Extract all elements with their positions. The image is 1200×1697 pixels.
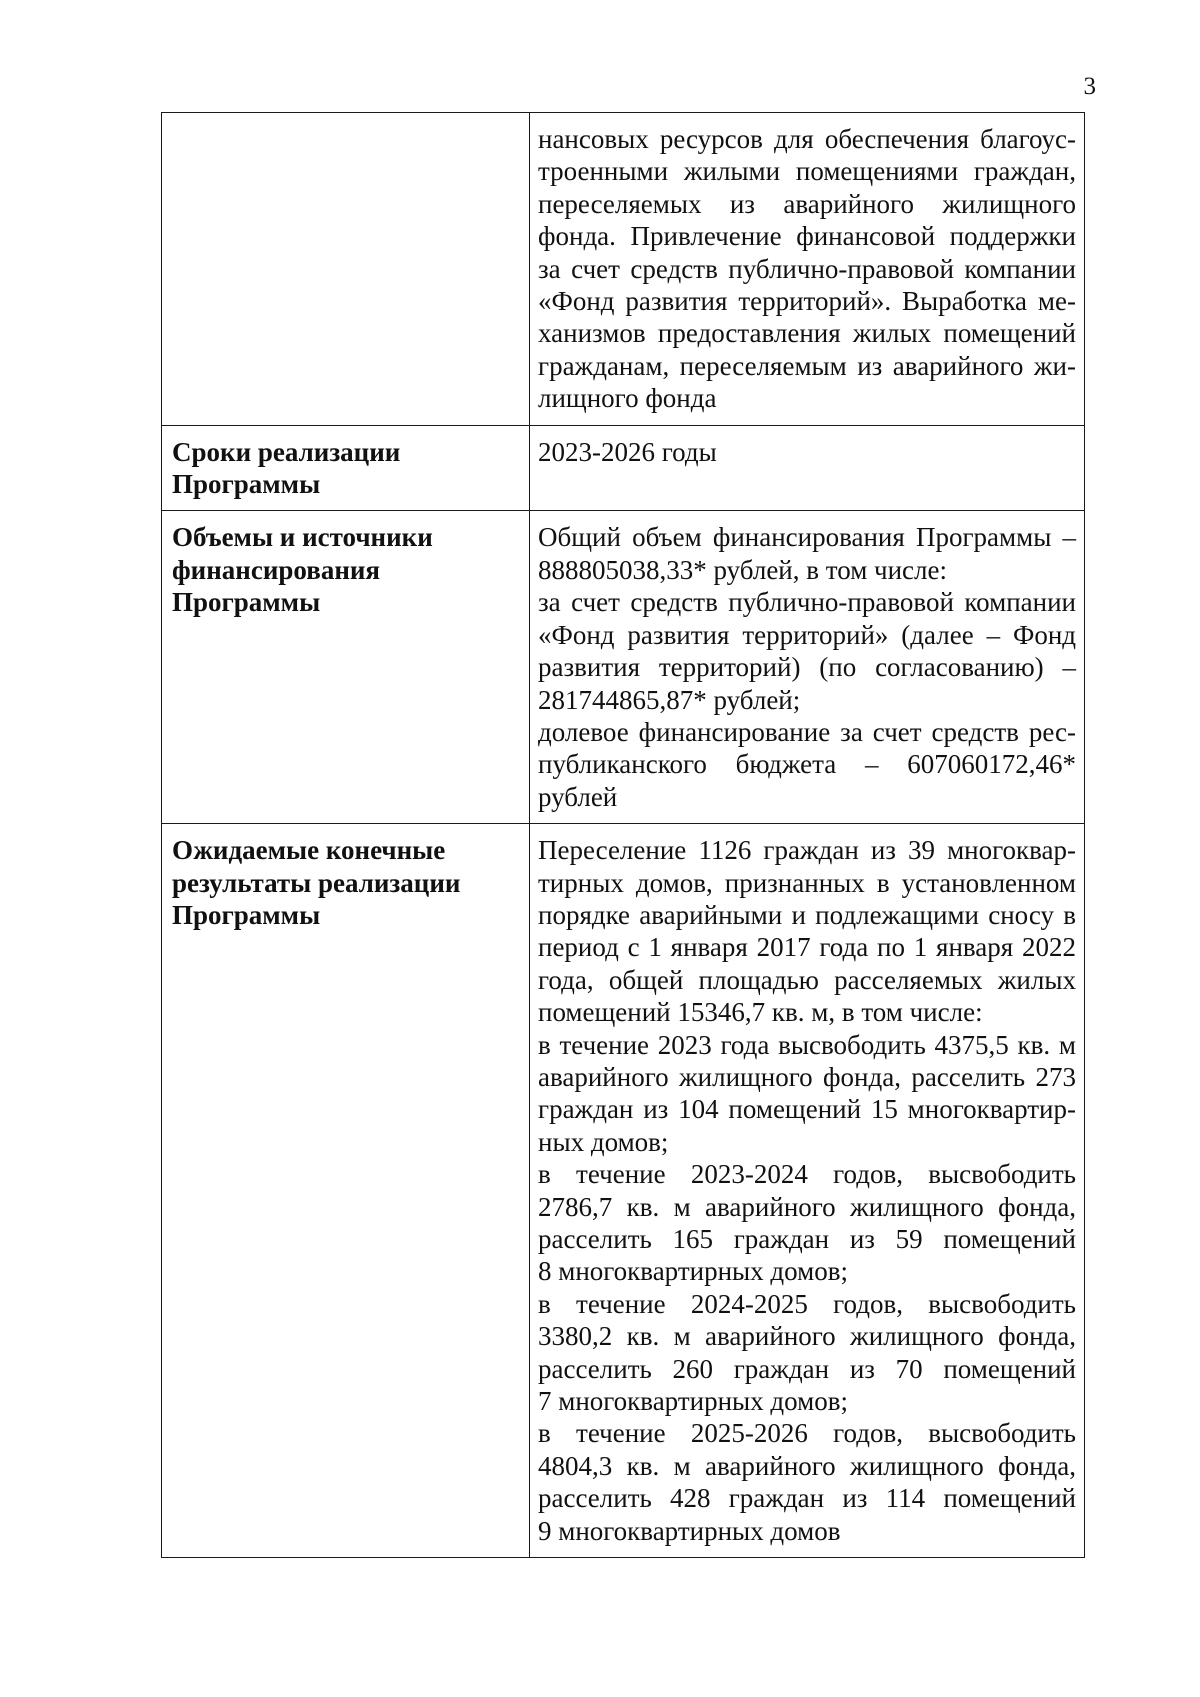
row-value-line: рублей [538,781,618,812]
row-label-line: Программы [172,587,321,618]
row-value-line: года, общей площадью расселяемых жилых [538,964,1076,995]
row-value-line: за счет средств публично-правовой компании [538,253,1076,284]
table-row [162,511,1085,824]
row-value-cell [530,113,1085,426]
row-value-line: лищного фонда [538,383,717,414]
row-value-line: помещений 15346,7 кв. м, в том числе: [538,997,983,1028]
row-value-line: нансовых ресурсов для обеспечения благоус- [538,124,1076,154]
row-label-cell [162,824,530,1558]
row-value-line: публиканского бюджета – 607060172,46* [538,749,1076,780]
row-value-line: в течение 2023-2024 годов, высвободить [538,1159,1076,1190]
row-value-line: порядке аварийными и подлежащими сносу в [538,899,1076,930]
row-value-line: фонда. Привлечение финансовой поддержки [538,221,1076,252]
row-value-line: 281744865,87* рублей; [538,684,801,715]
row-value-line: развития территорий) (по согласованию) – [538,652,1076,683]
table-row [162,113,1085,426]
row-value-line: долевое финансирование за счет средств рес- [538,716,1076,747]
row-value-line: гражданам, переселяемым из аварийного жи- [538,350,1076,381]
row-value-line: Переселение 1126 граждан из 39 многоквар- [538,835,1076,866]
row-label-line: Программы [172,899,321,930]
row-value-line: ханизмов предоставления жилых помещений [538,318,1076,349]
row-value-line: «Фонд развития территорий». Выработка ме- [538,286,1076,317]
row-value-line: 2786,7 кв. м аварийного жилищного фонда, [538,1191,1076,1222]
row-value-line: 7 многоквартирных домов; [538,1386,848,1417]
row-label-cell [162,511,530,824]
row-value-line: 2023-2026 годы [538,436,717,467]
row-value-line: переселяемых из аварийного жилищного [538,188,1076,219]
row-value-line: аварийного жилищного фонда, расселить 273 [538,1061,1076,1092]
row-label-line: Сроки реализации [172,436,401,467]
row-value-line: в течение 2025-2026 годов, высвободить [538,1418,1076,1449]
row-value-cell [530,511,1085,824]
table-row [162,824,1085,1558]
row-value-line: 8 многоквартирных домов; [538,1256,848,1287]
row-label-line: результаты реализации [172,867,461,898]
row-value-line: троенными жилыми помещениями граждан, [538,156,1076,187]
row-value-line: период с 1 января 2017 года по 1 января 2022 [538,932,1076,963]
page-number: 3 [1083,73,1096,100]
row-value-line: 9 многоквартирных домов [538,1515,841,1546]
row-label-line: Программы [172,469,321,500]
row-value-line: тирных домов, признанных в установленном [538,867,1076,898]
row-value-line: в течение 2024-2025 годов, высвободить [538,1288,1076,1319]
row-value-line: 3380,2 кв. м аварийного жилищного фонда, [538,1321,1076,1352]
row-value-line: расселить 428 граждан из 114 помещений [538,1483,1076,1514]
row-value-line: за счет средств публично-правовой компании [538,587,1076,618]
table-body [162,113,1085,1558]
row-label-line: финансирования [172,554,381,585]
program-passport-table [161,112,1085,1558]
row-label-cell [162,113,530,426]
row-value-line: в течение 2023 года высвободить 4375,5 кв. м [538,1029,1076,1060]
row-value-line: 888805038,33* рублей, в том числе: [538,554,947,585]
row-value-line: граждан из 104 помещений 15 многоквартир- [538,1094,1076,1125]
row-value-line [538,468,1076,500]
row-label-cell [162,425,530,511]
row-value-line: 4804,3 кв. м аварийного жилищного фонда, [538,1450,1076,1481]
table-row [162,425,1085,511]
row-value-line: расселить 260 граждан из 70 помещений [538,1353,1076,1384]
row-value-line: Общий объем финансирования Программы – [538,522,1076,553]
row-value-line: расселить 165 граждан из 59 помещений [538,1224,1076,1254]
row-label-line: Ожидаемые конечные [172,835,446,866]
row-value-line: ных домов; [538,1126,669,1157]
row-label-line: Объемы и источники [172,522,433,553]
row-value-line: «Фонд развития территорий» (далее – Фонд [538,619,1076,650]
row-value-cell [530,425,1085,511]
row-value-cell [530,824,1085,1558]
